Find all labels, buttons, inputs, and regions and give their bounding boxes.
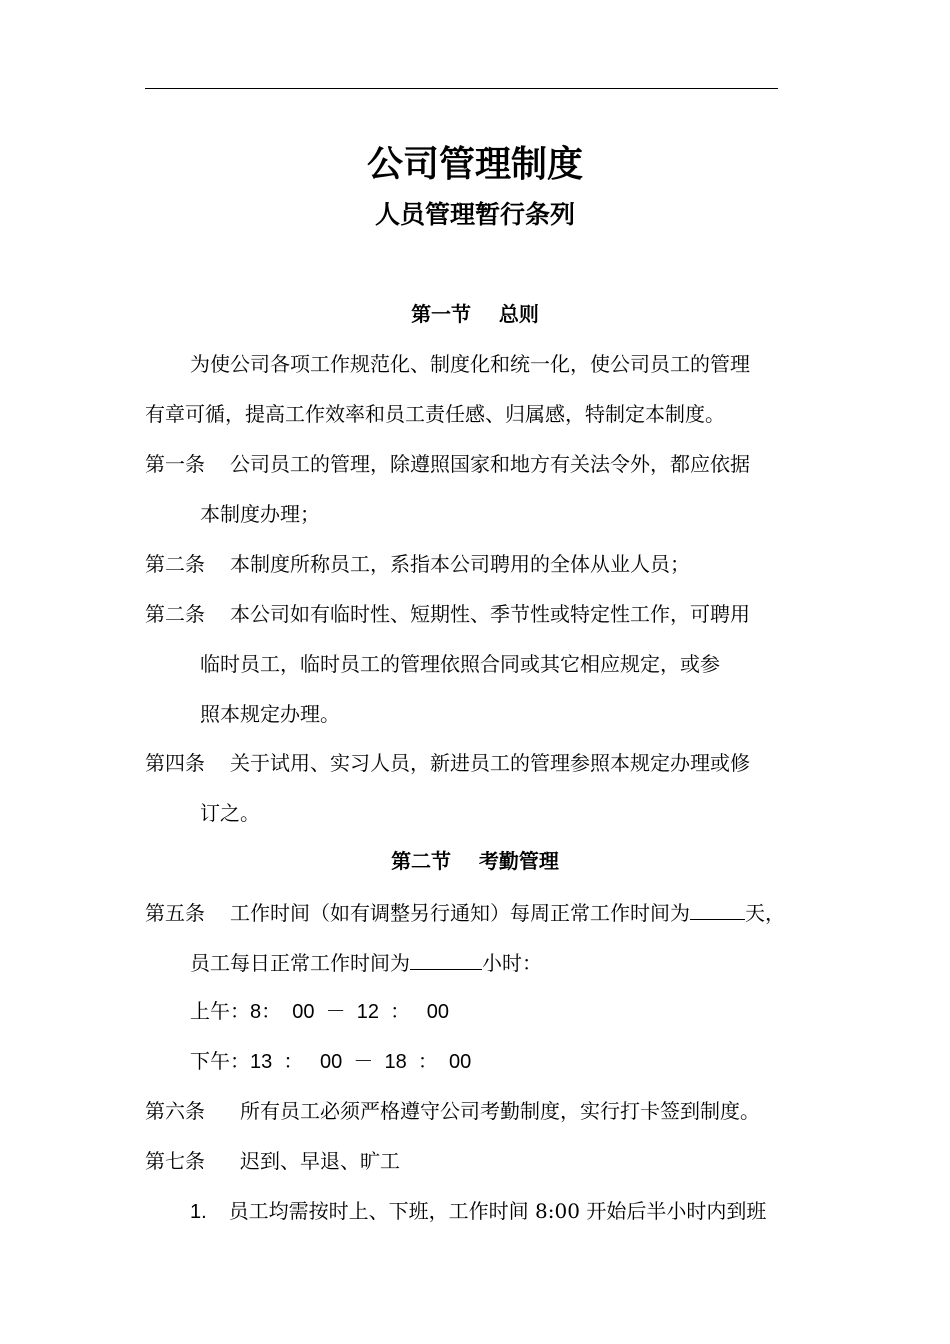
- article-5-label: 第五条: [145, 901, 205, 925]
- article-1: [145, 449, 750, 479]
- schedule-morning: 上午：8： 00 － 12 ： 00: [190, 1001, 449, 1023]
- article-5: [145, 897, 785, 928]
- article-1-cont: 本制度办理；: [200, 502, 320, 526]
- list-item-1: [190, 1196, 766, 1227]
- article-1-label: 第一条: [145, 452, 205, 476]
- section1-heading: 第一节 总则: [411, 302, 539, 326]
- article-4-cont: 订之。: [200, 801, 260, 825]
- article-6: [145, 1096, 760, 1126]
- schedule-afternoon: 下午：13 ： 00 － 18 ： 00: [190, 1051, 472, 1073]
- article-4-label: 第四条: [145, 751, 205, 775]
- article-7: [145, 1146, 400, 1176]
- section2-heading: 第二节 考勤管理: [391, 849, 559, 873]
- article-3-text: 本公司如有临时性、短期性、季节性或特定性工作，可聘用: [230, 602, 750, 626]
- article-3: [145, 599, 750, 629]
- article-3-cont-1: 临时员工，临时员工的管理依照合同或其它相应规定，或参: [200, 652, 720, 676]
- article-3-cont-2: 照本规定办理。: [200, 702, 340, 726]
- article-4-text: 关于试用、实习人员，新进员工的管理参照本规定办理或修: [230, 751, 750, 775]
- article-5-line2-a: 员工每日正常工作时间为: [190, 951, 410, 975]
- article-5-text-b: 天，: [745, 901, 785, 925]
- article-2-text: 本制度所称员工，系指本公司聘用的全体从业人员；: [230, 552, 690, 576]
- days-blank: [690, 897, 745, 920]
- article-5-line-2: [190, 947, 542, 978]
- article-4: [145, 748, 750, 778]
- article-5-line2-b: 小时：: [482, 951, 542, 975]
- intro-line-2: 有章可循，提高工作效率和员工责任感、归属感，特制定本制度。: [145, 402, 725, 426]
- list-item-1-number: 1.: [190, 1201, 207, 1223]
- hours-blank: [410, 947, 482, 970]
- article-6-text: 所有员工必须严格遵守公司考勤制度，实行打卡签到制度。: [240, 1099, 760, 1123]
- article-2: [145, 549, 690, 579]
- article-7-text: 迟到、早退、旷工: [240, 1149, 400, 1173]
- intro-line-1: 为使公司各项工作规范化、制度化和统一化，使公司员工的管理: [190, 352, 750, 376]
- article-3-label: 第二条: [145, 602, 205, 626]
- article-7-label: 第七条: [145, 1149, 205, 1173]
- list-item-1-text: 员工均需按时上、下班，工作时间 8:00 开始后半小时内到班: [228, 1199, 767, 1223]
- doc-subtitle: 人员管理暂行条列: [374, 200, 575, 229]
- doc-title: 公司管理制度: [366, 144, 583, 185]
- article-6-label: 第六条: [145, 1099, 205, 1123]
- article-1-text: 公司员工的管理，除遵照国家和地方有关法令外，都应依据: [230, 452, 750, 476]
- article-2-label: 第二条: [145, 552, 205, 576]
- header-rule: [145, 88, 778, 89]
- article-5-text-a: 工作时间（如有调整另行通知）每周正常工作时间为: [230, 901, 690, 925]
